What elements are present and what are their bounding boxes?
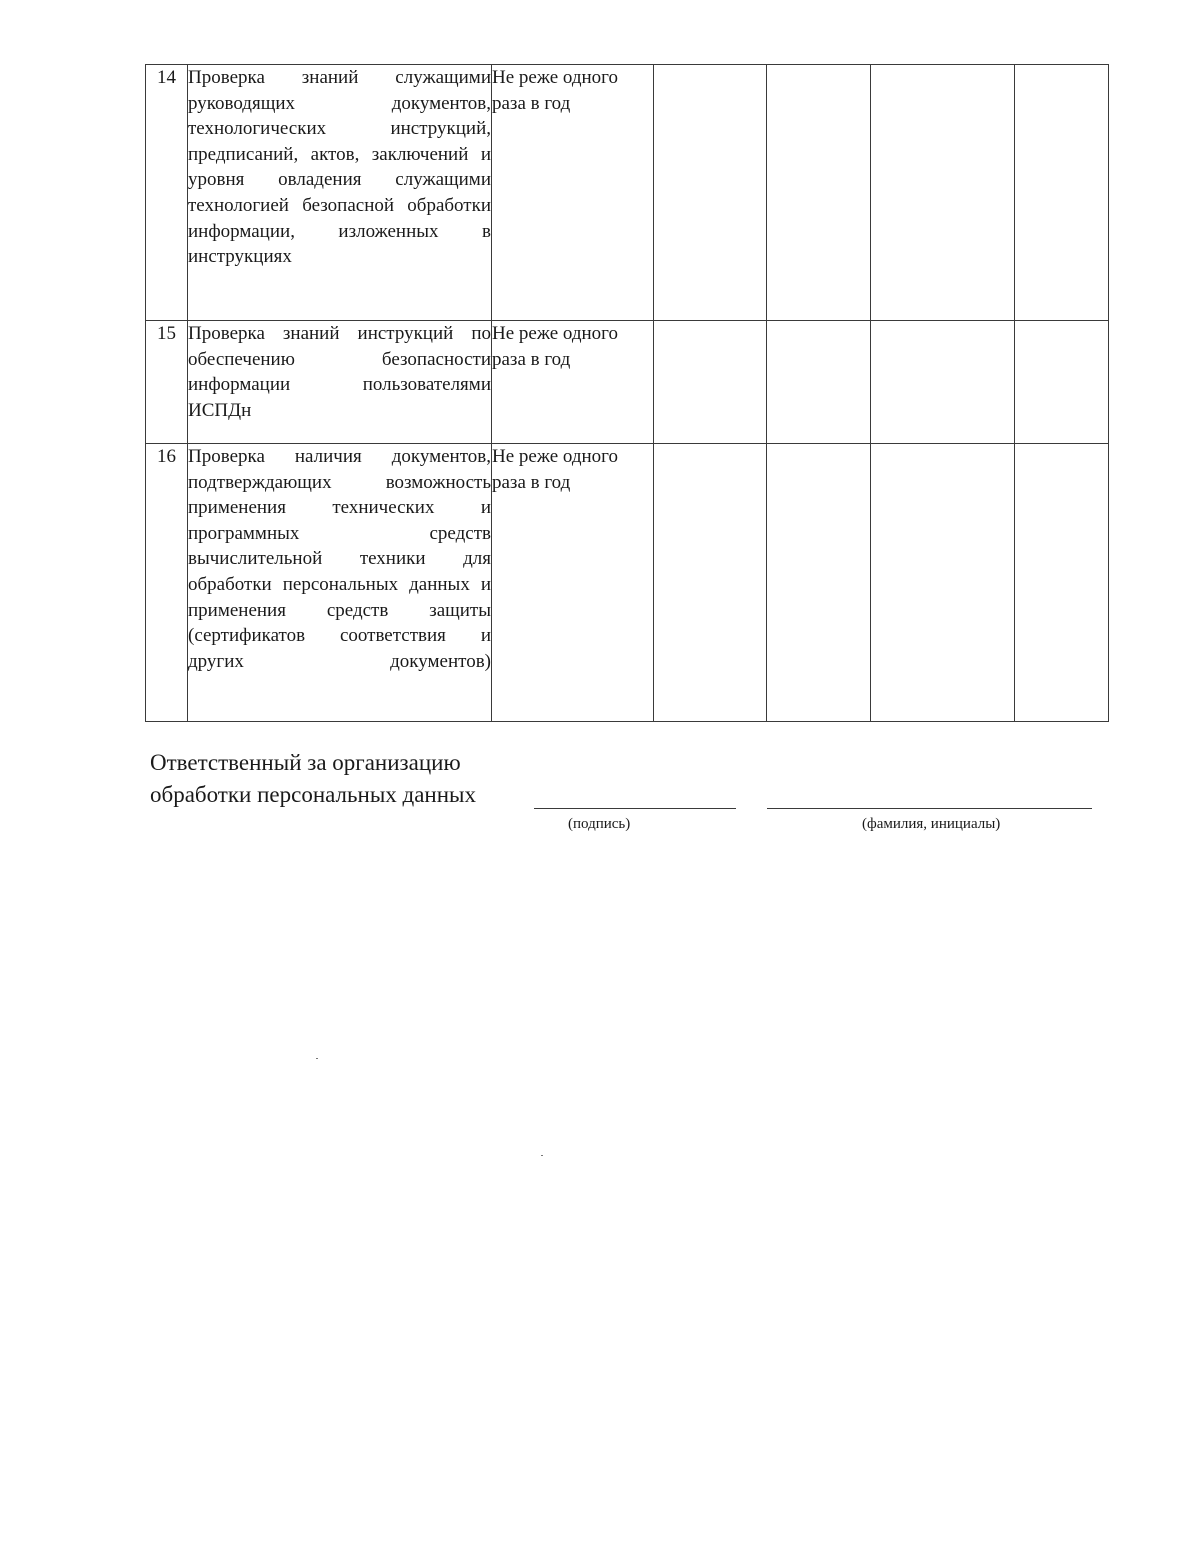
responsible-title-line1: Ответственный за организацию (150, 750, 461, 775)
empty-cell (767, 65, 871, 321)
row-number: 14 (146, 65, 188, 321)
responsible-title-line2: обработки персональных данных (150, 782, 476, 807)
empty-cell (654, 65, 767, 321)
row-frequency: Не реже одного раза в год (492, 321, 654, 444)
table-row (146, 65, 1109, 321)
row-description: Проверка знаний служащими руководящих документов, технологических инструкций, предписаний, актов, заключений и уровня овладения служащими технологией безопасной обработки информации, изложенных в инструкциях (188, 65, 492, 321)
row-number: 15 (146, 321, 188, 444)
table-row (146, 444, 1109, 722)
empty-cell (871, 321, 1015, 444)
empty-cell (1015, 444, 1109, 722)
signature-block (150, 748, 1110, 848)
scan-speck (316, 1058, 318, 1059)
empty-cell (1015, 65, 1109, 321)
checklist-table (145, 64, 1109, 722)
scan-speck (541, 1155, 543, 1156)
signature-blank-line[interactable] (534, 808, 736, 809)
empty-cell (871, 444, 1015, 722)
empty-cell (767, 444, 871, 722)
name-caption: (фамилия, инициалы) (862, 816, 1001, 832)
empty-cell (654, 321, 767, 444)
name-blank-line[interactable] (767, 808, 1092, 809)
row-frequency: Не реже одного раза в год (492, 444, 654, 722)
empty-cell (871, 65, 1015, 321)
row-frequency: Не реже одного раза в год (492, 65, 654, 321)
empty-cell (767, 321, 871, 444)
empty-cell (654, 444, 767, 722)
empty-cell (1015, 321, 1109, 444)
table-row (146, 321, 1109, 444)
row-description: Проверка наличия документов, подтверждающих возможность применения технических и программных средств вычислительной техники для обработки персональных данных и применения средств защиты (сертификатов соответствия и других документов) (188, 444, 492, 722)
row-number: 16 (146, 444, 188, 722)
row-description: Проверка знаний инструкций по обеспечению безопасности информации пользователями ИСПДн (188, 321, 492, 444)
signature-caption: (подпись) (568, 816, 631, 832)
